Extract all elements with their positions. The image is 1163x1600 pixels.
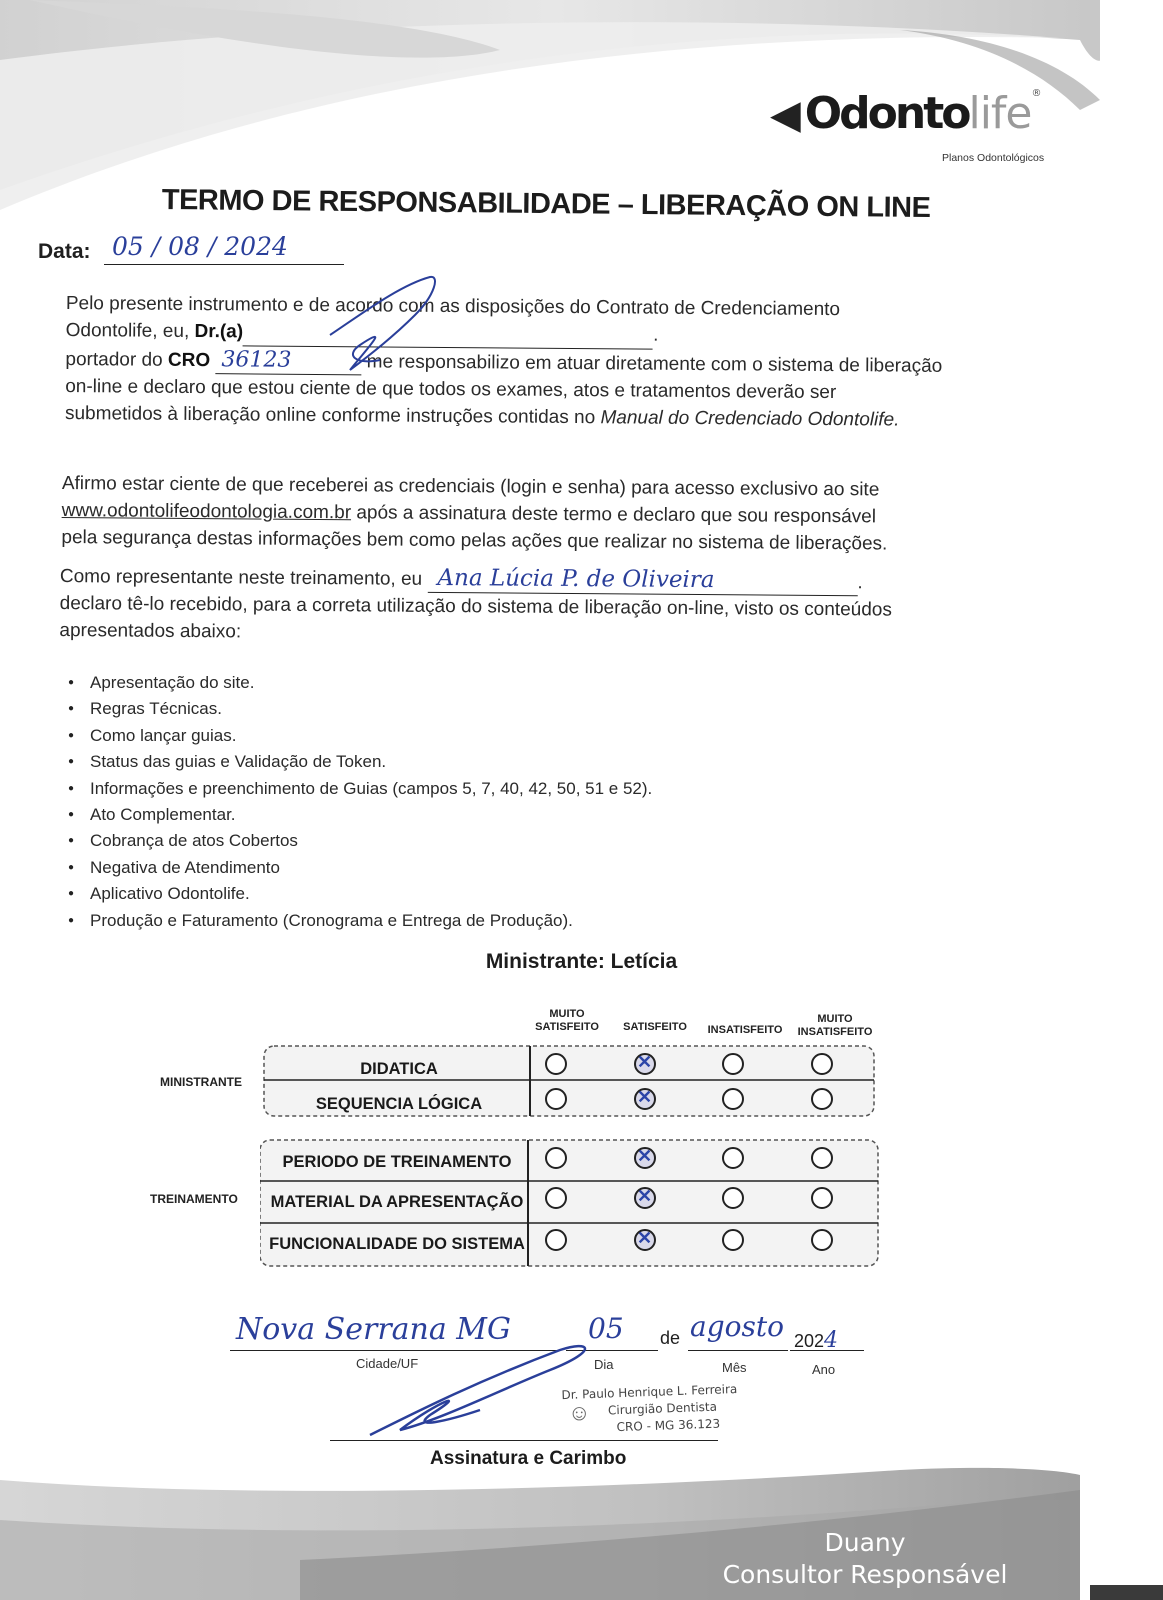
signature-caption: Assinatura e Carimbo	[430, 1448, 627, 1469]
row-label-material-apresentacao: MATERIAL DA APRESENTAÇÃO	[270, 1193, 524, 1211]
para1-line4: on-line e declaro que estou ciente de que todos os exames, atos e tratamentos deverão ser	[65, 375, 837, 404]
rating-radio[interactable]	[722, 1147, 744, 1169]
para2-line2-text: após a assinatura deste termo e declaro que sou responsável	[350, 502, 877, 528]
stamp-line3: CRO - MG 36.123	[616, 1416, 721, 1435]
rating-radio[interactable]	[634, 1088, 656, 1110]
paragraph-3	[59, 562, 892, 651]
city-value: Nova Serrana MG	[236, 1312, 511, 1347]
day-caption: Dia	[594, 1357, 614, 1372]
row-label-didatica: DIDATICA	[360, 1060, 438, 1078]
rating-radio[interactable]	[634, 1053, 656, 1075]
brand-registered: ®	[1031, 88, 1042, 99]
rating-radio[interactable]	[811, 1088, 833, 1110]
rating-radio[interactable]	[545, 1053, 567, 1075]
year-handwritten: 4	[824, 1328, 839, 1353]
para3-line3: apresentados abaixo:	[59, 619, 242, 643]
month-caption: Mês	[722, 1360, 747, 1375]
row-label-sequencia-logica: SEQUENCIA LÓGICA	[315, 1095, 483, 1113]
list-item: ● Aplicativo Odontolife.	[62, 881, 652, 907]
rating-radio[interactable]	[545, 1229, 567, 1251]
stamp-line2: Cirurgião Dentista	[607, 1399, 718, 1418]
tooth-logo-icon: ◀	[770, 92, 801, 138]
col-header-muito-insatisfeito	[790, 1013, 880, 1039]
rating-radio[interactable]	[722, 1053, 744, 1075]
month-line	[688, 1350, 788, 1351]
group-label-ministrante: MINISTRANTE	[160, 1075, 242, 1089]
para2-line3: pela segurança destas informações bem como pelas ações que realizar no sistema de liberações.	[61, 526, 888, 555]
stamp-line1: Dr. Paulo Henrique L. Ferreira	[561, 1381, 738, 1403]
rating-radio[interactable]	[634, 1187, 656, 1209]
year-prefix: 202	[794, 1331, 825, 1351]
year-value	[794, 1328, 838, 1353]
list-item: ● Status das guias e Validação de Token.	[62, 749, 652, 775]
para3-line2: declaro tê-lo recebido, para a correta utilização do sistema de liberação on-line, visto os conteúdos	[59, 592, 892, 621]
brand-tagline: Planos Odontológicos	[942, 152, 1045, 164]
list-item: ● Informações e preenchimento de Guias (campos 5, 7, 40, 42, 50, 51 e 52).	[62, 776, 652, 802]
topics-list	[62, 670, 652, 934]
para1-line2-text: Odontolife, eu,	[65, 319, 195, 343]
col-header-satisfeito	[610, 1021, 700, 1034]
rating-radio[interactable]	[811, 1147, 833, 1169]
para3-line1: Como representante neste treinamento, eu Ana Lúcia P. de Oliveira .	[60, 562, 892, 597]
paragraph-2	[61, 470, 888, 557]
consultant-role: Consultor Responsável	[722, 1560, 1008, 1589]
rating-radio[interactable]	[545, 1187, 567, 1209]
row-label-periodo-treinamento: PERIODO DE TREINAMENTO	[282, 1153, 512, 1171]
date-value: 05 / 08 / 2024	[112, 232, 288, 261]
website-link[interactable]: www.odontolifeodontologia.com.br	[61, 499, 352, 524]
para1-line5-text: submetidos à liberação online conforme instruções contidas no	[64, 402, 601, 429]
rating-radio[interactable]	[545, 1088, 567, 1110]
year-caption: Ano	[812, 1362, 836, 1377]
list-item: ● Como lançar guias.	[62, 723, 652, 749]
para3-line1-text: Como representante neste treinamento, eu	[59, 565, 423, 590]
para1-line1: Pelo presente instrumento e de acordo com as disposições do Contrato de Credenciamento	[65, 292, 841, 321]
ministrante-title: Ministrante: Letícia	[485, 950, 678, 973]
para1-line3-rest: me responsabilizo em atuar diretamente com o sistema de liberação	[361, 351, 943, 377]
list-item: ● Ato Complementar.	[62, 802, 652, 828]
para1-line2: Odontolife, eu, Dr.(a) .	[66, 317, 943, 352]
doctor-label: Dr.(a)	[194, 321, 244, 343]
list-item: ● Cobrança de atos Cobertos	[62, 828, 652, 854]
col-header-insatisfeito	[700, 1024, 790, 1037]
representative-name: Ana Lúcia P. de Oliveira	[427, 565, 857, 596]
row-label-funcionalidade-sistema: FUNCIONALIDADE DO SISTEMA	[269, 1235, 525, 1253]
list-item: ● Regras Técnicas.	[62, 696, 652, 722]
list-item: ● Negativa de Atendimento	[62, 855, 652, 881]
rating-radio[interactable]	[722, 1187, 744, 1209]
city-caption: Cidade/UF	[356, 1356, 419, 1371]
list-item: ● Produção e Faturamento (Cronograma e Entrega de Produção).	[62, 908, 652, 934]
date-line	[104, 264, 344, 265]
signature-line	[330, 1440, 718, 1441]
tooth-stamp-icon: ☺	[568, 1400, 591, 1425]
consultant-name: Duany	[824, 1528, 906, 1557]
rating-radio[interactable]	[545, 1147, 567, 1169]
signature-scribble	[360, 1340, 620, 1450]
paragraph-1	[65, 290, 943, 434]
col-header-line: SATISFEITO	[623, 1021, 687, 1033]
list-item: ● Apresentação do site.	[62, 670, 652, 696]
top-signature-scribble	[320, 275, 450, 385]
col-header-line: SATISFEITO	[535, 1021, 599, 1033]
col-header-line: MUITO	[549, 1008, 585, 1020]
cro-label: CRO	[167, 349, 211, 372]
col-header-line: INSATISFEITO	[797, 1026, 873, 1038]
document-title: TERMO DE RESPONSABILIDADE – LIBERAÇÃO ON LINE	[161, 184, 931, 225]
brand-name-light: life	[968, 88, 1032, 139]
month-value: agosto	[690, 1310, 784, 1343]
day-value: 05	[588, 1312, 624, 1345]
cro-value: 36123	[215, 346, 361, 375]
group-label-treinamento: TREINAMENTO	[150, 1192, 238, 1206]
rating-radio[interactable]	[634, 1229, 656, 1251]
para1-line3-text: portador do	[65, 348, 169, 371]
col-header-line: MUITO	[817, 1013, 853, 1025]
para2-line1: Afirmo estar ciente de que receberei as credenciais (login e senha) para acesso exclusivo ao site	[61, 472, 880, 501]
rating-radio[interactable]	[811, 1187, 833, 1209]
col-header-line: INSATISFEITO	[707, 1024, 783, 1036]
rating-radio[interactable]	[722, 1088, 744, 1110]
rating-radio[interactable]	[722, 1229, 744, 1251]
rating-radio[interactable]	[811, 1053, 833, 1075]
manual-reference: Manual do Credenciado Odontolife.	[600, 407, 900, 431]
rating-radio[interactable]	[811, 1229, 833, 1251]
col-header-muito-satisfeito	[527, 1008, 607, 1034]
rating-radio[interactable]	[634, 1147, 656, 1169]
date-label: Data:	[38, 240, 91, 263]
brand-logo	[770, 88, 1042, 139]
brand-name-bold: Odonto	[804, 88, 969, 139]
de-label: de	[660, 1328, 681, 1348]
